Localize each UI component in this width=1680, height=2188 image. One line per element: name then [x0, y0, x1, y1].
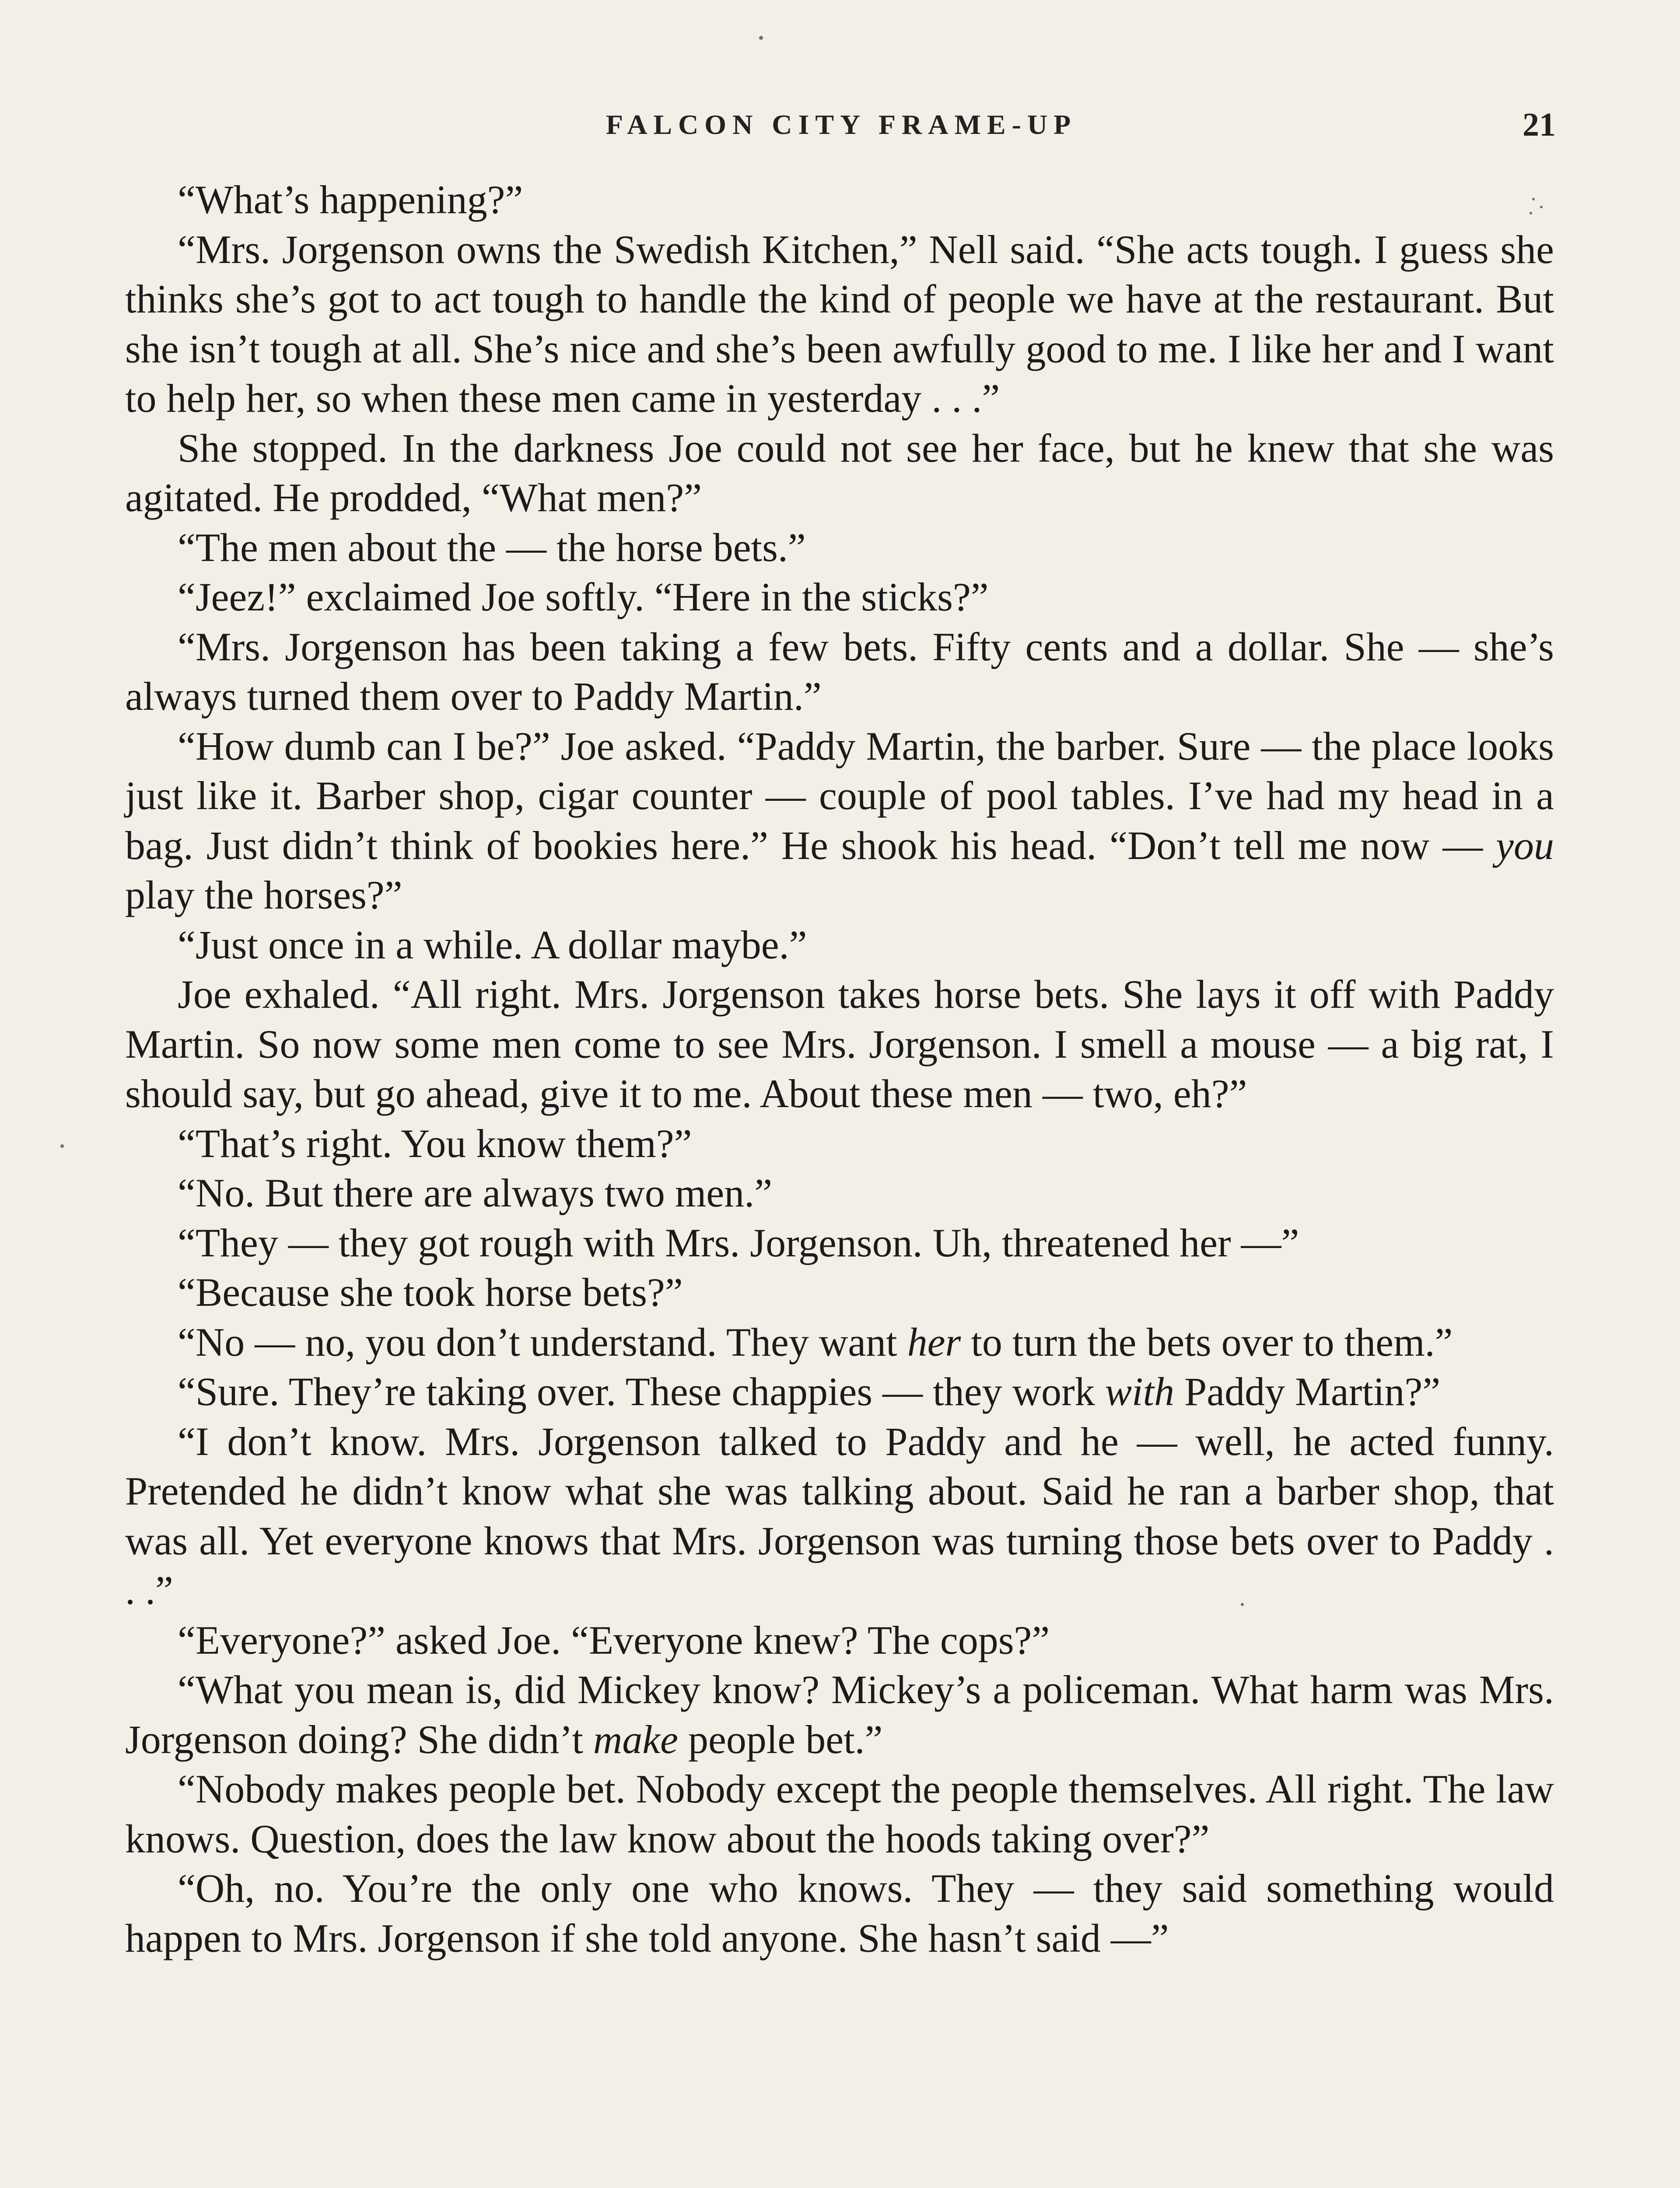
paragraph: “Mrs. Jorgenson has been taking a few bets. Fifty cents and a dollar. She — she’s always turned them over to Paddy Martin.”: [125, 624, 1554, 719]
body-text: [125, 175, 1554, 1963]
paragraph: “The men about the — the horse bets.”: [178, 525, 806, 570]
paragraph: “Because she took horse bets?”: [178, 1270, 683, 1315]
paper-speck: [1532, 198, 1535, 200]
paper-speck: [1241, 1603, 1244, 1606]
paper-speck: [759, 36, 763, 40]
paragraph: “Jeez!” exclaimed Joe softly. “Here in the sticks?”: [178, 575, 989, 619]
emphasis: her: [907, 1319, 961, 1364]
paragraph: “What you mean is, did Mickey know? Mickey’s a policeman. What harm was Mrs. Jorgenson doing? She didn’t make people bet.”: [125, 1667, 1554, 1762]
paragraph: “No. But there are always two men.”: [178, 1171, 773, 1215]
paragraph: “Everyone?” asked Joe. “Everyone knew? The cops?”: [178, 1617, 1050, 1662]
paper-speck: [1540, 206, 1543, 208]
paper-speck: [60, 1144, 64, 1148]
paragraph: Joe exhaled. “All right. Mrs. Jorgenson takes horse bets. She lays it off with Paddy Martin. So now some men come to see Mrs. Jorgenson. I smell a mouse — a big rat, I should say, but go ahead, give it to me. About these men — two, eh?”: [125, 972, 1554, 1116]
paper-speck: [1530, 212, 1532, 214]
paragraph: “They — they got rough with Mrs. Jorgenson. Uh, threatened her —”: [178, 1220, 1299, 1265]
paragraph: “No — no, you don’t understand. They want her to turn the bets over to them.”: [178, 1319, 1453, 1364]
paragraph: “How dumb can I be?” Joe asked. “Paddy Martin, the barber. Sure — the place looks just like it. Barber shop, cigar counter — couple of pool tables. I’ve had my head in a bag. Just didn’t think of bookies here.” He shook his head. “Don’t tell me now — you play the horses?”: [125, 723, 1554, 917]
page-number: 21: [1522, 106, 1556, 143]
paragraph: “That’s right. You know them?”: [178, 1121, 692, 1166]
paragraph: “Sure. They’re taking over. These chappies — they work with Paddy Martin?”: [178, 1369, 1441, 1414]
paragraph: “Oh, no. You’re the only one who knows. They — they said something would happen to Mrs. Jorgenson if she told anyone. She hasn’t said —”: [125, 1866, 1554, 1960]
emphasis: with: [1105, 1369, 1175, 1414]
running-title: FALCON CITY FRAME-UP: [606, 109, 1077, 140]
paragraph: “Mrs. Jorgenson owns the Swedish Kitchen,” Nell said. “She acts tough. I guess she thinks she’s got to act tough to handle the kind of people we have at the restaurant. But she isn’t tough at all. She’s nice and she’s been awfully good to me. I like her and I want to help her, so when these men came in yesterday . . .”: [125, 227, 1554, 421]
running-head: [127, 106, 1556, 148]
emphasis: you: [1496, 823, 1554, 868]
paragraph: “Just once in a while. A dollar maybe.”: [178, 922, 807, 967]
paragraph: “Nobody makes people bet. Nobody except the people themselves. All right. The law knows. Question, does the law know about the hoods taking over?”: [125, 1767, 1554, 1861]
paragraph: “I don’t know. Mrs. Jorgenson talked to Paddy and he — well, he acted funny. Pretended he didn’t know what she was talking about. Said he ran a barber shop, that was all. Yet everyone knows that Mrs. Jorgenson was turning those bets over to Paddy . . .”: [125, 1419, 1554, 1613]
paragraph: “What’s happening?”: [178, 177, 523, 222]
emphasis: make: [593, 1717, 679, 1762]
paragraph: She stopped. In the darkness Joe could not see her face, but he knew that she was agitated. He prodded, “What men?”: [125, 425, 1554, 520]
